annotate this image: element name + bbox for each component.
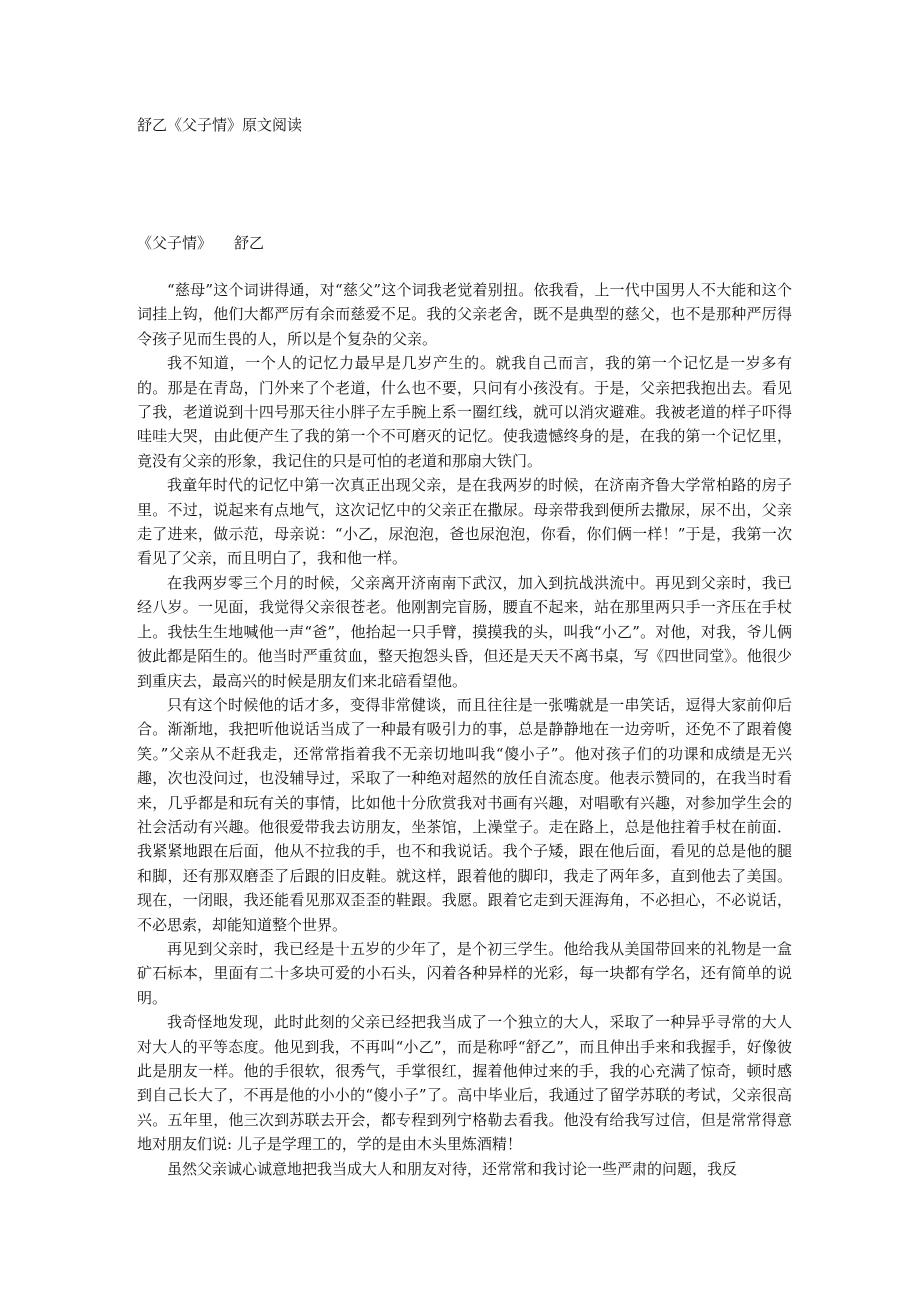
paragraph-6: 再见到父亲时，我已经是十五岁的少年了，是个初三学生。他给我从美国带回来的礼物是一盒矿石标本，里面有二十多块可爱的小石头，闪着各种异样的光彩，每一块都有学名，还有简单的说明。	[137, 939, 792, 1007]
work-title: 《父子情》	[137, 234, 213, 252]
paragraph-1: “慈母”这个词讲得通，对“慈父”这个词我老觉着别扭。依我看，上一代中国男人不大能和这个词挂上钩，他们大都严厉有余而慈爱不足。我的父亲老舍，既不是典型的慈父，也不是那种严厉得令孩子见而生畏的人，所以是个复杂的父亲。	[137, 281, 792, 348]
paragraph-2: 我不知道，一个人的记忆力最早是几岁产生的。就我自己而言，我的第一个记忆是一岁多有的。那是在青岛，门外来了个老道，什么也不要，只问有小孩没有。于是，父亲把我抱出去。看见了我，老道说到十四号那天往小胖子左手腕上系一圈红线，就可以消灾避难。我被老道的样子吓得哇哇大哭，由此便产生了我的第一个不可磨灭的记忆。使我遗憾终身的是，在我的第一个记忆里，竟没有父亲的形象，我记住的只是可怕的老道和那扇大铁门。	[137, 354, 792, 470]
work-heading	[137, 232, 264, 254]
paragraph-7: 我奇怪地发现，此时此刻的父亲已经把我当成了一个独立的大人，采取了一种异乎寻常的大人对大人的平等态度。他见到我，不再叫“小乙”，而是称呼“舒乙”，而且伸出手来和我握手，好像彼此是朋友一样。他的手很软，很秀气，手掌很红，握着他伸过来的手，我的心充满了惊奇，顿时感到自己长大了，不再是他的小小的“傻小子”了。高中毕业后，我通过了留学苏联的考试，父亲很高 兴。五年里，他三次到苏联去开会，都专程到列宁格勒去看我。他没有给我写过信，但是常常得意地对朋友们说: 儿子是学理工的，学的是由木头里炼酒精！	[137, 1013, 792, 1154]
author-name: 舒乙	[234, 234, 265, 252]
paragraph-5: 只有这个时候他的话才多，变得非常健谈，而且往往是一张嘴就是一串笑话，逗得大家前仰后合。渐渐地，我把听他说话当成了一种最有吸引力的事，总是静静地在一边旁听，还免不了跟着傻笑。”父亲从不赶我走，还常常指着我不无亲切地叫我“傻小子”。他对孩子们的功课和成绩是无兴趣，次也没问过，也没辅导过，采取了一种绝对超然的放任自流态度。他表示赞同的，在我当时看来，几乎都是和玩有关的事情，比如他十分欣赏我对书画有兴趣，对唱歌有兴趣，对参加学生会的社会活动有兴趣。他很爱带我去访朋友，坐茶馆，上澡堂子。走在路上，总是他拄着手杖在前面．我紧紧地跟在后面，他从不拉我的手，也不和我说话。我个子矮，跟在他后面，看见的总是他的腿和脚，还有那双磨歪了后跟的旧皮鞋。就这样，跟着他的脚印，我走了两年多，直到他去了美国。现在，一闭眼，我还能看见那双歪歪的鞋跟。我愿。跟着它走到天涯海角，不必担心，不必说话，不必思索，却能知道整个世界。	[137, 695, 792, 934]
paragraph-4: 在我两岁零三个月的时候，父亲离开济南南下武汉，加入到抗战洪流中。再见到父亲时，我已经八岁。一见面，我觉得父亲很苍老。他刚割完盲肠，腰直不起来，站在那里两只手一齐压在手杖上。我怯生生地喊他一声“爸”，他抬起一只手臂，摸摸我的头，叫我“小乙”。对他，对我，爷儿俩彼此都是陌生的。他当时严重贫血，整天抱怨头昏，但还是天天不离书桌，写《四世同堂》。他很少到重庆去，最高兴的时候是朋友们来北碚看望他。	[137, 573, 792, 690]
document-title: 舒乙《父子情》原文阅读	[137, 116, 303, 134]
paragraph-8: 虽然父亲诚心诚意地把我当成大人和朋友对待，还常常和我讨论一些严肃的问题，我反	[167, 1159, 738, 1178]
article-body	[137, 278, 792, 1181]
paragraph-3: 我童年时代的记忆中第一次真正出现父亲，是在我两岁的时候，在济南齐鲁大学常柏路的房子里。不过，说起来有点地气，这次记忆中的父亲正在撒尿。母亲带我到便所去撒尿，尿不出，父亲走了进来，做示范，母亲说：“小乙，尿泡泡，爸也尿泡泡，你看，你们俩一样！”于是，我第一次看见了父亲，而且明白了，我和他一样。	[137, 476, 792, 568]
